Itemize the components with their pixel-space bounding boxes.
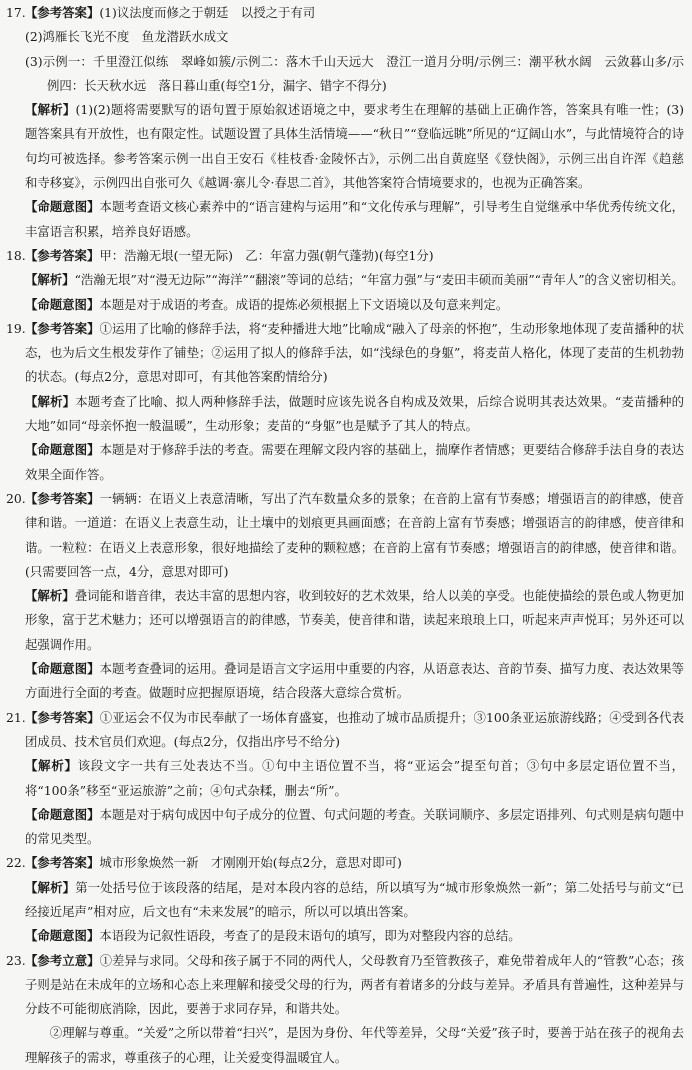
answer-paragraph [25,1,684,25]
section-text: 甲：浩瀚无垠(一望无际) 乙：年富力强(朝气蓬勃)(每空1分) [99,247,434,263]
question-number: 22. [6,855,26,871]
answer-paragraph [25,25,684,49]
section-text: 第一处括号位于该段落的结尾，是对本段内容的总结，所以填写为“城市形象焕然一新”；第二处括号与前文“已经接近尾声”相对应，后文也有“未来发展”的暗示，所以可以填出答案。 [25,879,684,919]
section-label: 【命题意图】 [25,296,100,312]
answer-paragraph [25,317,684,390]
analysis-paragraph [25,268,684,292]
section-text: ②理解与尊重。“关爱”之所以带着“扫兴”，是因为身份、年代等差异，父母“关爱”孩子时，要善于站在孩子的视角去理解孩子的需求，尊重孩子的心理，让关爱变得温暖宜人。 [25,1025,684,1065]
answer-paragraph [25,244,684,268]
section-label: 【参考立意】 [25,952,100,968]
section-label: 【参考答案】 [25,5,100,20]
section-text: ①亚运会不仅为市民奉献了一场体育盛宴，也推动了城市品质提升；③100条亚运旅游线路；④受到各代表团成员、技术官员们欢迎。(每点2分，仅指出序号不给分) [25,709,684,749]
section-label: 【参考答案】 [25,855,100,871]
section-label: 【解析】 [25,588,75,604]
answer-paragraph [25,487,684,584]
section-label: 【参考答案】 [25,320,100,336]
section-text: “浩瀚无垠”对“漫无边际”“海洋”“翻滚”等词的总结；“年富力强”与“麦田丰硕而美丽”“青年人”的含义密切相关。 [74,272,684,288]
answer-paragraph [25,851,684,875]
question-22 [6,851,684,948]
section-text: 城市形象焕然一新 才刚刚开始(每点2分，意思对即可) [99,855,402,871]
intent-paragraph [25,803,684,852]
section-text: 本题是对于成语的考查。成语的提炼必须根据上下文语境以及句意来判定。 [99,296,509,312]
section-label: 【参考答案】 [25,709,100,725]
question-number: 20. [6,490,26,506]
intent-paragraph [25,195,684,244]
section-text: 一辆辆：在语义上表意清晰，写出了汽车数量众多的景象；在音韵上富有节奏感；增强语言的韵律感，使音律和谐。一道道：在语义上表意生动，让土壤中的划痕更具画面感；在音韵上富有节奏感；增强语言的韵律感，使音律和谐。一粒粒：在语义上表意形象，很好地描绘了麦种的颗粒感；在音韵上富有节奏感；增强语言的韵律感，使音律和谐。(只需要回答一点，4分，意思对即可) [25,490,684,579]
section-text: 本题考查叠词的运用。叠词是语言文字运用中重要的内容，从语意表达、音韵节奏、描写力度、表达效果等方面进行全面的考查。做题时应把握原语境，结合段落大意综合赏析。 [25,661,684,701]
section-text: (3)示例一：千里澄江似练 翠峰如簇/示例二：落木千山天远大 澄江一道月分明/示例三：潮平秋水阔 云敛暮山多/示例四：长天秋水远 落日暮山重(每空1分，漏字、错字不得分) [25,53,684,93]
question-17 [6,1,684,244]
question-content [25,317,684,487]
question-content [25,1,684,244]
section-label: 【命题意图】 [25,928,100,944]
question-19 [6,317,684,487]
section-label: 【命题意图】 [25,199,100,215]
section-label: 【命题意图】 [25,806,100,822]
section-text: 本题考查语文核心素养中的“语言建构与运用”和“文化传承与理解”，引导考生自觉继承中华优秀传统文化，丰富语言积累，培养良好语感。 [25,199,685,239]
intent-paragraph [25,293,684,317]
analysis-paragraph [25,876,684,925]
section-text: 本题考查了比喻、拟人两种修辞手法，做题时应该先说各自构成及效果，后综合说明其表达效果。“麦苗播种的大地”如同“母亲怀抱一般温暖”，生动形象；麦苗的“身躯”也是赋予了其人的特点。 [25,393,685,434]
question-21 [6,706,684,852]
question-number: 17. [6,5,26,20]
section-text: 本语段为记叙性语段，考查了的是段末语句的填写，即为对整段内容的总结。 [99,928,521,944]
answer-paragraph [25,50,684,99]
question-number: 18. [6,247,26,263]
section-label: 【命题意图】 [25,442,100,458]
intent-paragraph [25,438,684,487]
question-number: 23. [6,952,26,968]
section-text: 该段文字一共有三处表达不当。①句中主语位置不当，将“亚运会”提至句首；③句中多层定语位置不当，将“100条”移至“亚运旅游”之前；④句式杂糅，删去“所”。 [25,758,685,798]
section-label: 【解析】 [25,879,76,895]
section-label: 【解析】 [25,102,76,118]
answer-paragraph [25,706,684,755]
section-text: (1)议法度而修之于朝廷 以授之于有司 [99,5,316,20]
intent-paragraph [25,924,684,948]
question-20 [6,487,684,706]
section-text: 叠词能和谐音律，表达丰富的思想内容，收到较好的艺术效果，给人以美的享受。也能使描绘的景色或人物更加形象，富于艺术魅力；还可以增强语言的韵律感，节奏美，使音律和谐，读起来琅琅上口，听起来声声悦耳；另外还可以起强调作用。 [25,588,685,652]
section-label: 【解析】 [25,758,78,774]
question-18 [6,244,684,317]
question-content [25,487,684,706]
section-label: 【参考答案】 [25,247,100,263]
analysis-paragraph [25,754,684,803]
answer-paragraph [25,1021,684,1070]
question-number: 19. [6,320,26,336]
section-label: 【参考答案】 [25,490,100,506]
question-content [25,851,684,948]
analysis-paragraph [25,584,684,657]
section-text: (2)鸿雁长飞光不度 鱼龙潜跃水成文 [25,29,229,45]
section-label: 【解析】 [25,393,76,409]
section-text: ①差异与求同。父母和孩子属于不同的两代人，父母教育乃至管教孩子，难免带着成年人的“管教”心态；孩子则是站在未成年的立场和心态上来理解和接受父母的行为，两者有着诸多的分歧与差异。矛盾具有普遍性，这种差异与分歧不可能彻底消除，因此，要善于求同存异，和谐共处。 [25,952,685,1017]
section-text: (1)(2)题将需要默写的语句置于原始叙述语境之中，要求考生在理解的基础上正确作答，答案具有唯一性；(3)题答案具有开放性，也有限定性。试题设置了具体生活情境——“秋日”“登临远眺”所见的“辽阔山水”，与此情境符合的诗句均可被选择。参考答案示例一出自王安石《桂枝香·金陵怀古》，示例二出自黄庭坚《登快阁》，示例三出自许浑《趋慈和寺移宴》，示例四出自张可久《越调·寨儿令·春思二首》，其他答案符合情境要求的，也视为正确答案。 [25,102,684,191]
section-label: 【命题意图】 [25,661,100,677]
question-content [25,706,684,852]
intent-paragraph [25,657,684,706]
answer-paragraph [25,949,684,1022]
question-content [25,244,684,317]
question-number: 21. [6,709,26,725]
analysis-paragraph [25,390,684,439]
section-text: 本题是对于病句成因中句子成分的位置、句式问题的考查。关联词顺序、多层定语排列、句式则是病句题中的常见类型。 [25,806,684,847]
analysis-paragraph [25,98,684,195]
section-text: ①运用了比喻的修辞手法，将“麦种播进大地”比喻成“融入了母亲的怀抱”，生动形象地体现了麦苗播种的状态，也为后文生根发芽作了铺垫；②运用了拟人的修辞手法，如“浅绿色的身躯”，将麦苗人格化，体现了麦苗的生机勃勃的状态。(每点2分，意思对即可，有其他答案酌情给分) [25,320,685,385]
question-content [25,949,684,1070]
section-text: 本题是对于修辞手法的考查。需要在理解文段内容的基础上，揣摩作者情感；更要结合修辞手法自身的表达效果全面作答。 [25,442,684,482]
section-label: 【解析】 [25,272,75,288]
question-23 [6,949,684,1070]
